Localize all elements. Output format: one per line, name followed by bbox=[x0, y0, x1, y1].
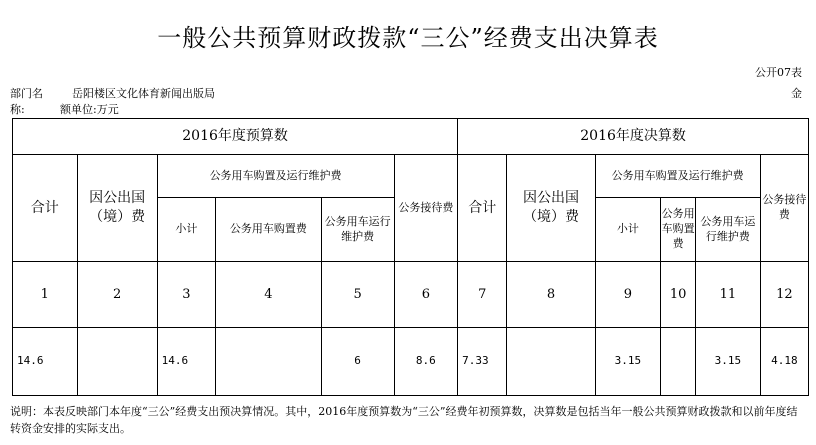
value-cell bbox=[507, 328, 595, 396]
col-number: 2 bbox=[77, 262, 157, 328]
col-reception: 公务接待费 bbox=[394, 155, 458, 262]
col-operation-final: 公务用车运行维护费 bbox=[696, 198, 761, 262]
footnote: 说明：本表反映部门本年度“三公”经费支出预决算情况。其中，2016年度预算数为“三公”经费年初预算数，决算数是包括当年一般公共预算财政拨款和以前年度结转资金安排的实际支出。 bbox=[10, 405, 798, 435]
value-cell bbox=[77, 328, 157, 396]
col-number: 11 bbox=[696, 262, 761, 328]
col-abroad-final: 因公出国（境）费 bbox=[507, 155, 595, 262]
col-number: 10 bbox=[661, 262, 696, 328]
col-number: 1 bbox=[13, 262, 78, 328]
col-purchase-final: 公务用车购置费 bbox=[661, 198, 696, 262]
value-cell: 4.18 bbox=[760, 328, 808, 396]
col-vehicle-group: 公务用车购置及运行维护费 bbox=[157, 155, 394, 198]
value-cell: 14.6 bbox=[13, 328, 78, 396]
col-number: 8 bbox=[507, 262, 595, 328]
amount-unit: 额单位:万元 bbox=[60, 103, 119, 116]
dept-name: 岳阳楼区文化体育新闻出版局 bbox=[72, 87, 215, 100]
value-cell bbox=[661, 328, 696, 396]
amount-unit-prefix: 金 bbox=[791, 87, 802, 100]
col-subtotal-final: 小计 bbox=[595, 198, 661, 262]
value-cell bbox=[216, 328, 322, 396]
budget-group-header: 2016年度预算数 bbox=[13, 119, 458, 155]
dept-label: 部门名 bbox=[10, 87, 43, 100]
col-number: 7 bbox=[458, 262, 507, 328]
col-total-final: 合计 bbox=[458, 155, 507, 262]
col-number: 6 bbox=[394, 262, 458, 328]
value-cell: 3.15 bbox=[595, 328, 661, 396]
col-number: 5 bbox=[321, 262, 394, 328]
form-code: 公开07表 bbox=[755, 66, 802, 79]
expense-table bbox=[12, 118, 809, 396]
value-cell: 3.15 bbox=[696, 328, 761, 396]
col-reception-final: 公务接待费 bbox=[760, 155, 808, 262]
col-vehicle-group-final: 公务用车购置及运行维护费 bbox=[595, 155, 760, 198]
col-operation: 公务用车运行维护费 bbox=[321, 198, 394, 262]
col-purchase: 公务用车购置费 bbox=[216, 198, 322, 262]
value-cell: 14.6 bbox=[157, 328, 215, 396]
page-title: 一般公共预算财政拨款“三公”经费支出决算表 bbox=[157, 24, 659, 52]
dept-label-cont: 称: bbox=[10, 103, 25, 116]
col-number: 3 bbox=[157, 262, 215, 328]
final-group-header: 2016年度决算数 bbox=[458, 119, 809, 155]
value-cell: 6 bbox=[321, 328, 394, 396]
col-abroad: 因公出国（境）费 bbox=[77, 155, 157, 262]
value-cell: 7.33 bbox=[458, 328, 507, 396]
col-number: 12 bbox=[760, 262, 808, 328]
col-number: 9 bbox=[595, 262, 661, 328]
value-cell: 8.6 bbox=[394, 328, 458, 396]
col-total: 合计 bbox=[13, 155, 78, 262]
col-subtotal: 小计 bbox=[157, 198, 215, 262]
col-number: 4 bbox=[216, 262, 322, 328]
